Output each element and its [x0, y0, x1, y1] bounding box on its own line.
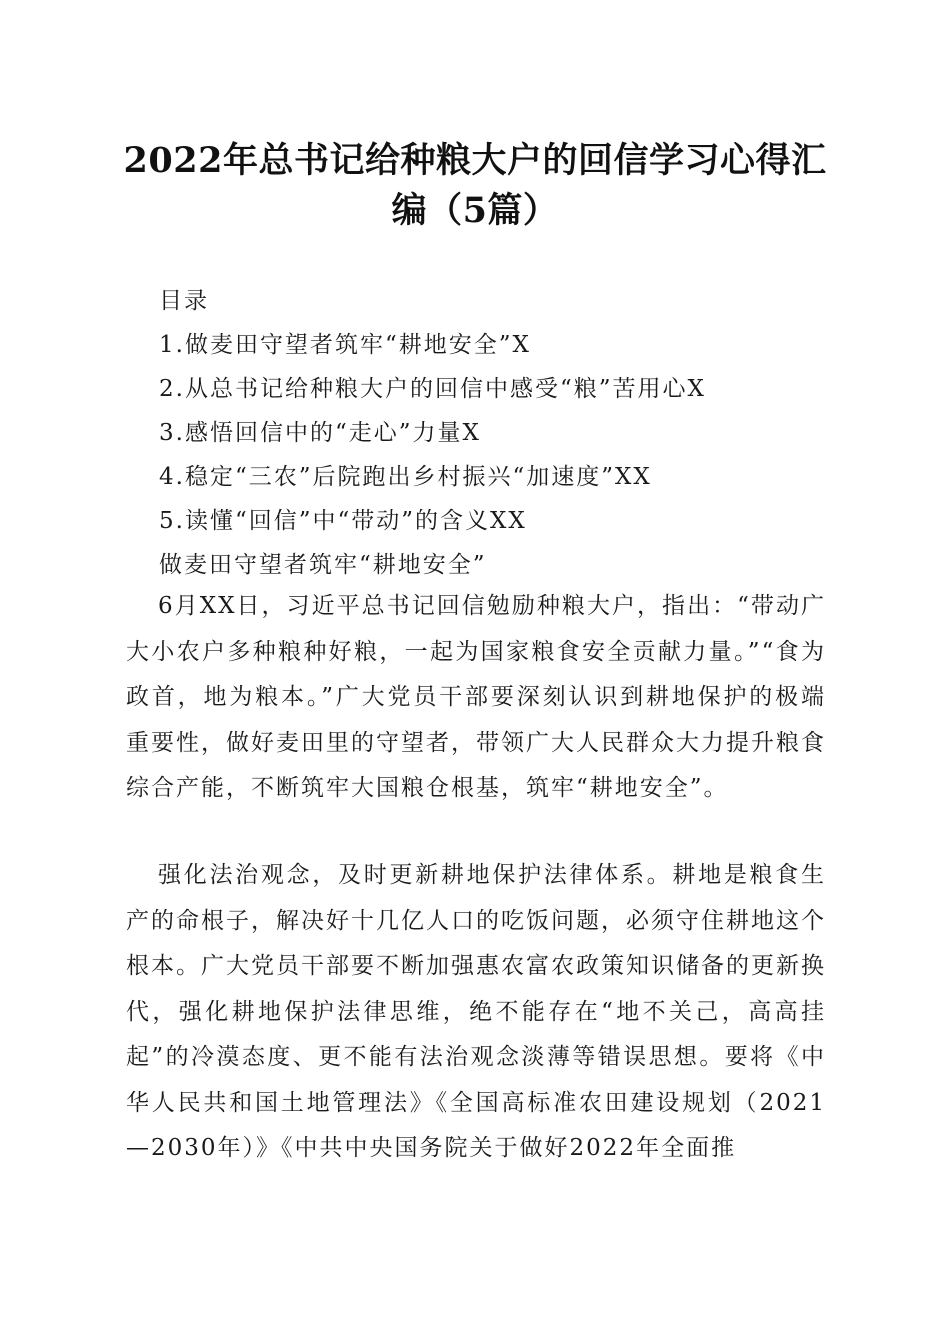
- table-of-contents: [126, 279, 826, 587]
- toc-item-2: 2.从总书记给种粮大户的回信中感受“粮”苦用心X: [159, 376, 706, 402]
- toc-heading: 目录: [159, 288, 209, 314]
- toc-item-1: 1.做麦田守望者筑牢“耕地安全”X: [159, 332, 531, 358]
- toc-item-5: 5.读懂“回信”中“带动”的含义XX: [159, 508, 527, 534]
- section-heading: 做麦田守望者筑牢“耕地安全”: [159, 552, 487, 578]
- body-paragraph-1: 6月XX日，习近平总书记回信勉励种粮大户，指出：“带动广大小农户多种粮种好粮，一起为国家粮食安全贡献力量。”“食为政首，地为粮本。”广大党员干部要深刻认识到耕地保护的极端重要性，做好麦田里的守望者，带领广大人民群众大力提升粮食综合产能，不断筑牢大国粮仓根基，筑牢“耕地安全”。: [126, 593, 826, 801]
- body-paragraph-2: 强化法治观念，及时更新耕地保护法律体系。耕地是粮食生产的命根子，解决好十几亿人口的吃饭问题，必须守住耕地这个根本。广大党员干部要不断加强惠农富农政策知识储备的更新换代，强化耕地保护法律思维，绝不能存在“地不关己，高高挂起”的冷漠态度、更不能有法治观念淡薄等错误思想。要将《中华人民共和国土地管理法》《全国高标准农田建设规划（2021—2030年）》《中共中央国务院关于做好2022年全面推: [126, 862, 826, 1161]
- document-title: 2022年总书记给种粮大户的回信学习心得汇编（5篇）: [123, 140, 827, 231]
- toc-item-3: 3.感悟回信中的“走心”力量X: [159, 420, 481, 446]
- toc-item-4: 4.稳定“三农”后院跑出乡村振兴“加速度”XX: [159, 464, 652, 490]
